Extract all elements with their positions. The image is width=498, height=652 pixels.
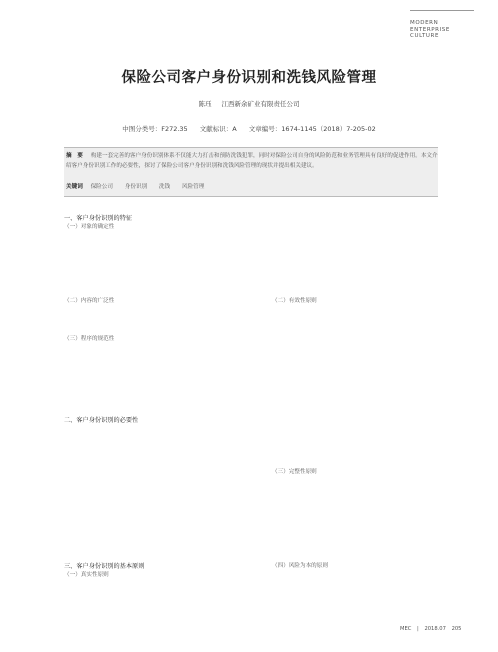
abstract-label: 摘 要 [66,153,83,159]
footer-separator: | [417,626,419,632]
subsection-heading-1-1: （一）对象的确定性 [64,224,115,230]
article-meta [0,124,498,133]
document-code: 文献标识：A [199,125,237,133]
abstract [66,151,438,171]
section-heading-3: 三、客户身份识别的基本原则 [64,563,145,570]
article-title: 保险公司客户身份识别和洗钱风险管理 [121,70,377,86]
footer-journal: MEC [400,626,412,632]
subsection-heading-3-2: （二）有效性原则 [272,298,317,304]
keywords [66,182,214,190]
author-line [0,99,498,108]
article-number: 文章编号：1674-1145（2018）7-205-02 [248,125,376,133]
page-footer [400,626,465,632]
subsection-heading-3-4: （四）风险为本的原则 [272,563,328,569]
keywords-label: 关键词 [66,184,83,190]
author-name: 陈珏 [198,100,212,108]
subsection-heading-1-2: （二）内容的广泛性 [64,298,115,304]
subsection-heading-3-3: （三）完整性原则 [272,469,317,475]
keyword: 洗钱 [158,184,171,190]
page-number: 205 [451,626,462,632]
abstract-text: 构建一套完善的客户身份识别体系不仅能大力打击和预防洗钱犯罪，同时对保险公司自身的风险防范和业务管理具有良好的促进作用。本文介绍客户身份识别工作的必要性，探讨了保险公司客户身份识别和洗钱风险管理的现状并提出相关建议。 [66,153,438,169]
brand-line-2: ENTERPRISE [410,26,450,33]
section-heading-2: 二、客户身份识别的必要性 [64,417,139,424]
clc-number: 中图分类号：F272.35 [122,125,188,133]
keyword: 风险管理 [181,184,205,190]
journal-brand [410,20,450,40]
footer-issue: 2018.07 [424,626,446,632]
brand-line-1: MODERN [410,20,439,26]
brand-rule [410,10,474,11]
section-heading-1: 一、客户身份识别的特征 [64,215,133,222]
keyword: 身份识别 [124,184,148,190]
brand-line-3: CULTURE [410,33,440,39]
subsection-heading-3-1: （一）真实性原则 [64,572,109,578]
subsection-heading-1-3: （三）程序的规范性 [64,336,115,342]
keyword: 保险公司 [90,184,113,190]
author-affiliation: 江西新余矿业有限责任公司 [221,100,300,108]
